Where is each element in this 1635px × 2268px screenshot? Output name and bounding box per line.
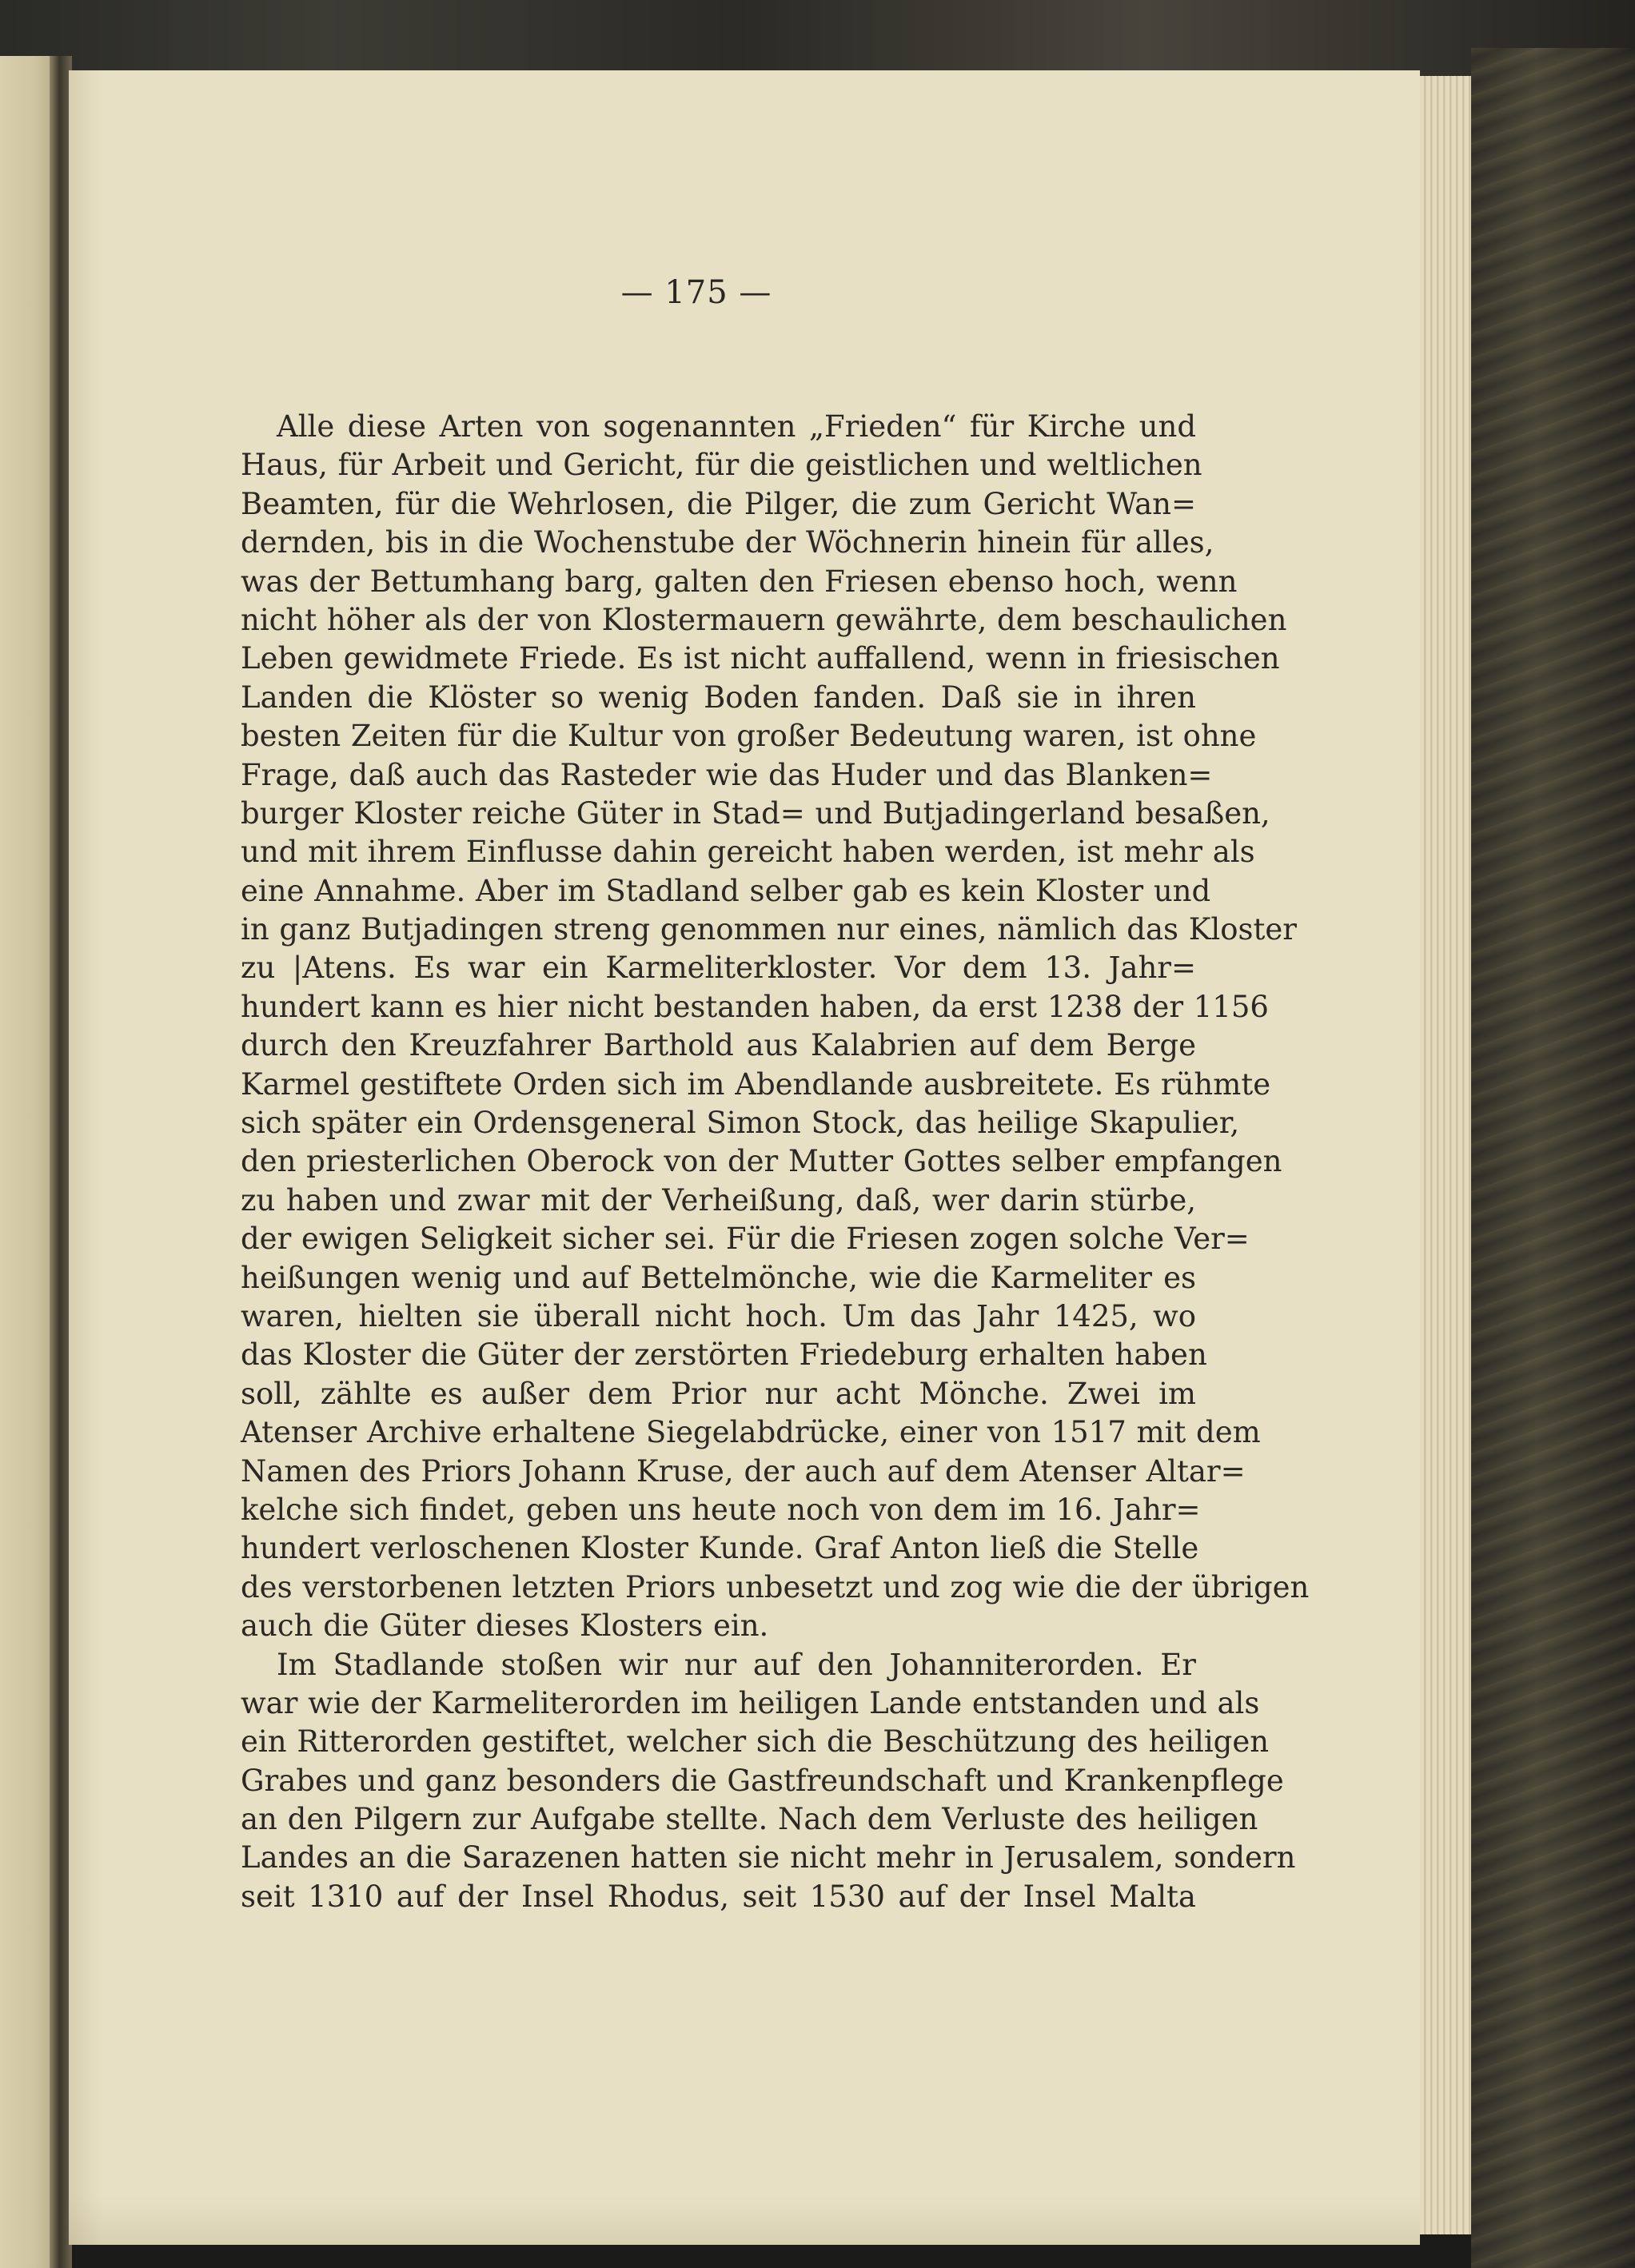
text-line: kelche sich findet, geben uns heute noch von dem im 16. Jahr= xyxy=(241,1492,1201,1527)
text-line: Landen die Klöster so wenig Boden fanden. Daß sie in ihren xyxy=(241,680,1196,715)
text-line: durch den Kreuzfahrer Barthold aus Kalabrien auf dem Berge xyxy=(241,1028,1196,1063)
text-line: eine Annahme. Aber im Stadland selber gab es kein Kloster und xyxy=(241,873,1211,908)
text-line: seit 1310 auf der Insel Rhodus, seit 1530 auf der Insel Malta xyxy=(241,1879,1196,1914)
text-line: in ganz Butjadingen streng genommen nur eines, nämlich das Kloster xyxy=(241,912,1297,947)
text-line: dernden, bis in die Wochenstube der Wöchnerin hinein für alles, xyxy=(241,525,1214,560)
book-cover-top xyxy=(0,0,1635,76)
text-line: sich später ein Ordensgeneral Simon Stock, das heilige Skapulier, xyxy=(241,1106,1240,1141)
text-line: Alle diese Arten von sogenannten „Frieden“ für Kirche und xyxy=(277,409,1196,444)
text-line: auch die Güter dieses Klosters ein. xyxy=(241,1608,769,1644)
text-line: was der Bettumhang barg, galten den Friesen ebenso hoch, wenn xyxy=(241,564,1238,599)
text-line: Landes an die Sarazenen hatten sie nicht mehr in Jerusalem, sondern xyxy=(241,1840,1296,1875)
text-line: waren, hielten sie überall nicht hoch. Um das Jahr 1425, wo xyxy=(241,1298,1196,1333)
page-number: — 175 — xyxy=(620,274,772,311)
text-line: Karmel gestiftete Orden sich im Abendlande ausbreitete. Es rühmte xyxy=(241,1066,1271,1102)
text-line: zu haben und zwar mit der Verheißung, daß, wer darin stürbe, xyxy=(241,1182,1196,1218)
text-line: Frage, daß auch das Rasteder wie das Huder und das Blanken= xyxy=(241,757,1213,792)
text-line: heißungen wenig und auf Bettelmönche, wie die Karmeliter es xyxy=(241,1260,1196,1295)
text-line: soll, zählte es außer dem Prior nur acht Mönche. Zwei im xyxy=(241,1376,1196,1411)
text-line: hundert kann es hier nicht bestanden haben, da erst 1238 der 1156 xyxy=(241,989,1269,1024)
text-line: Im Stadlande stoßen wir nur auf den Johanniterorden. Er xyxy=(277,1647,1196,1682)
facing-page-edge xyxy=(0,56,56,2268)
text-line: und mit ihrem Einflusse dahin gereicht haben werden, ist mehr als xyxy=(241,835,1255,870)
text-line: Grabes und ganz besonders die Gastfreundschaft und Krankenpflege xyxy=(241,1763,1284,1798)
text-line: Leben gewidmete Friede. Es ist nicht auffallend, wenn in friesischen xyxy=(241,641,1280,676)
text-line: an den Pilgern zur Aufgabe stellte. Nach dem Verluste des heiligen xyxy=(241,1802,1258,1837)
text-line: nicht höher als der von Klostermauern gewährte, dem beschaulichen xyxy=(241,602,1287,637)
book-cover-right xyxy=(1471,48,1635,2268)
text-line: Namen des Priors Johann Kruse, der auch auf dem Atenser Altar= xyxy=(241,1453,1246,1489)
text-line: der ewigen Seligkeit sicher sei. Für die Friesen zogen solche Ver= xyxy=(241,1222,1250,1257)
text-line: Haus, für Arbeit und Gericht, für die geistlichen und weltlichen xyxy=(241,448,1202,483)
text-line: das Kloster die Güter der zerstörten Friedeburg erhalten haben xyxy=(241,1337,1207,1373)
text-line: ein Ritterorden gestiftet, welcher sich die Beschützung des heiligen xyxy=(241,1724,1270,1760)
text-line: des verstorbenen letzten Priors unbesetzt und zog wie die der übrigen xyxy=(241,1569,1310,1604)
text-line: burger Kloster reiche Güter in Stad= und Butjadingerland besaßen, xyxy=(241,795,1270,831)
text-line: war wie der Karmeliterorden im heiligen Lande entstanden und als xyxy=(241,1685,1260,1720)
body-text xyxy=(241,408,1310,1916)
text-line: den priesterlichen Oberock von der Mutter Gottes selber empfangen xyxy=(241,1144,1282,1179)
book-page xyxy=(69,70,1420,2245)
text-line: zu |Atens. Es war ein Karmeliterkloster. Vor dem 13. Jahr= xyxy=(241,951,1196,986)
text-line: Atenser Archive erhaltene Siegelabdrücke, einer von 1517 mit dem xyxy=(241,1415,1261,1450)
text-line: Beamten, für die Wehrlosen, die Pilger, die zum Gericht Wan= xyxy=(241,486,1196,521)
text-line: besten Zeiten für die Kultur von großer Bedeutung waren, ist ohne xyxy=(241,719,1257,754)
text-line: hundert verloschenen Kloster Kunde. Graf Anton ließ die Stelle xyxy=(241,1531,1199,1566)
